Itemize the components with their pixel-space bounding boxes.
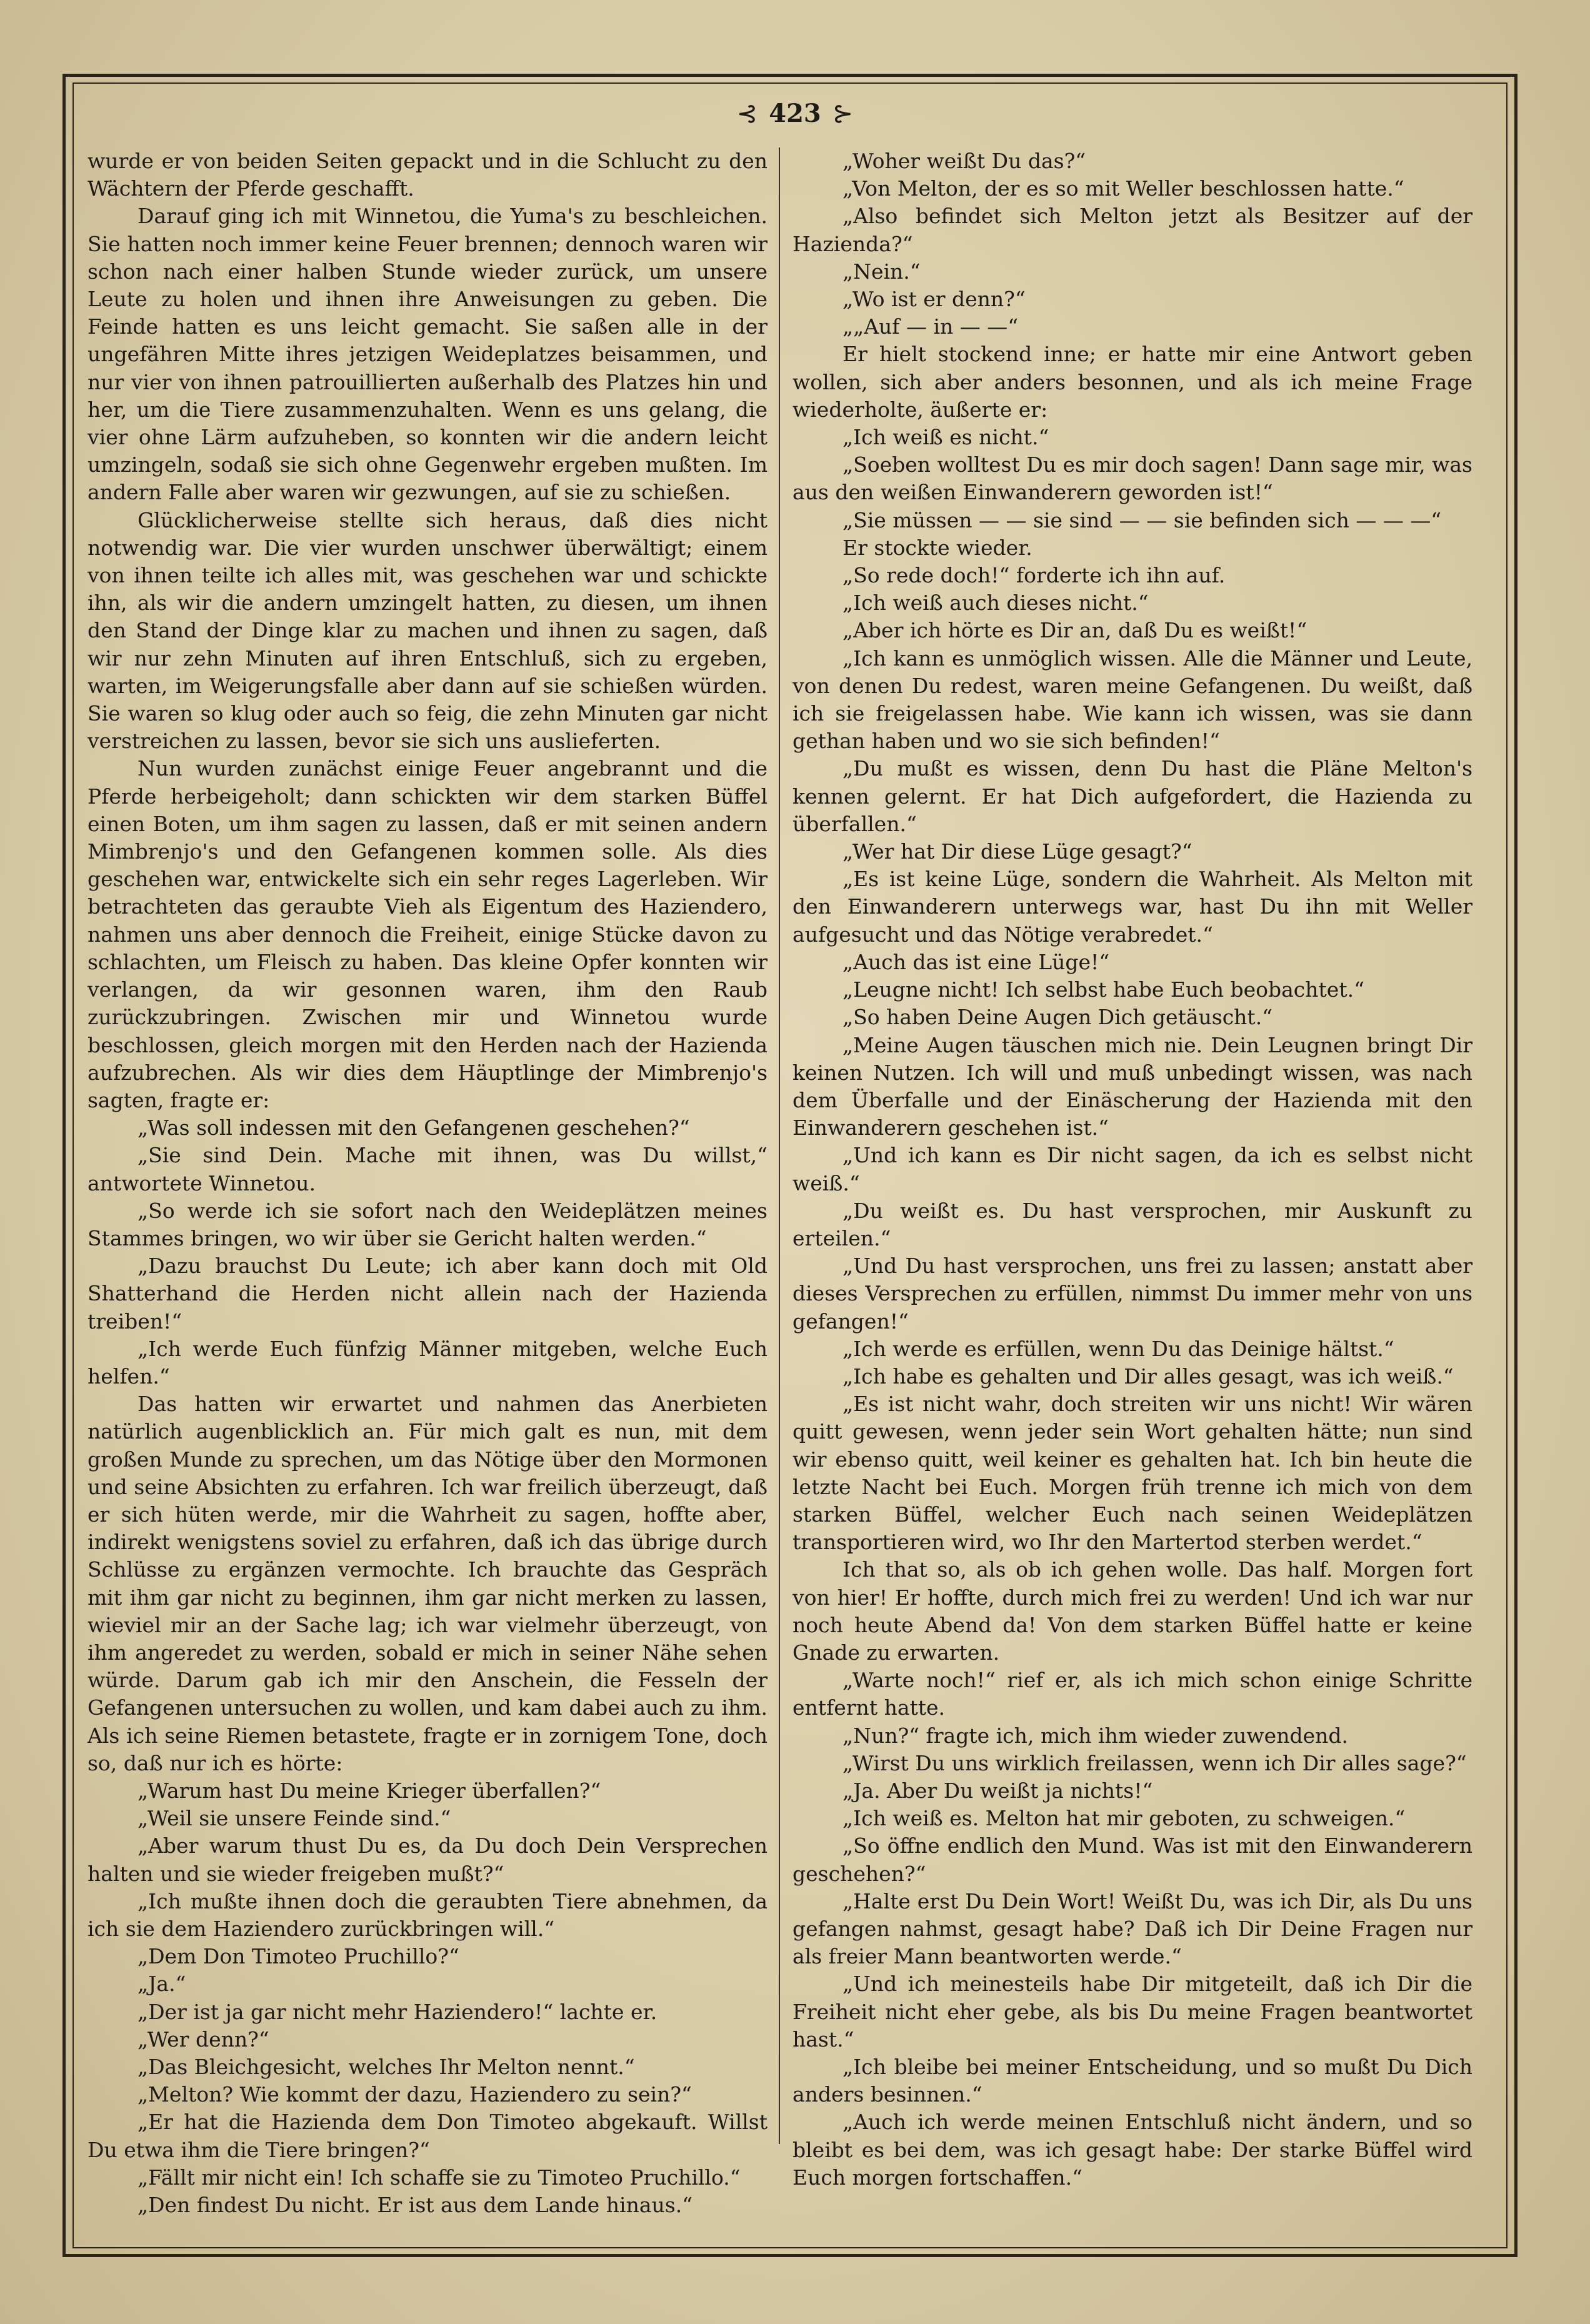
paragraph: „Dazu brauchst Du Leute; ich aber kann doch mit Old Shatterhand die Herden nicht allein nach der Hazienda treiben!“ — [88, 1254, 768, 1334]
paragraph: „Wer hat Dir diese Lüge gesagt?“ — [842, 839, 1192, 864]
paragraph: „So rede doch!“ forderte ich ihn auf. — [842, 563, 1226, 588]
paragraph: „Wo ist er denn?“ — [842, 287, 1026, 312]
paragraph: „Es ist nicht wahr, doch streiten wir uns nicht! Wir wären quitt gewesen, wenn jeder sein Wort gehalten hätte; nun sind wir ebenso quitt, weil keiner es gehalten hat. Ich bin heute die letzte Nacht bei Euch. Morgen früh trenne ich mich von dem starken Büffel, welcher Euch nach seinen Weideplätzen transportieren wird, wo Ihr den Martertod sterben werdet.“ — [792, 1392, 1472, 1555]
paragraph: „Halte erst Du Dein Wort! Weißt Du, was ich Dir, als Du uns gefangen nahmst, gesagt habe? Daß ich Dir Deine Fragen nur als freier Mann beantworten werde.“ — [792, 1888, 1472, 1969]
paragraph: „So haben Deine Augen Dich getäuscht.“ — [842, 1005, 1273, 1030]
paragraph: „„Auf — in — —“ — [842, 314, 1019, 339]
paragraph: Darauf ging ich mit Winnetou, die Yuma's zu beschleichen. Sie hatten noch immer keine Feuer brennen; dennoch waren wir schon nach einer halben Stunde wieder zurück, um unsere Leute zu holen und ihnen ihre Anweisungen zu geben. Die Feinde hatten es uns leicht gemacht. Sie saßen alle in der ungefähren Mitte ihres jetzigen Weideplatzes beisammen, und nur vier von ihnen patrouillierten außerhalb des Platzes hin und her, um die Tiere zusammenzuhalten. Wenn es uns gelang, die vier ohne Lärm aufzuheben, so konnten wir die andern leicht umzingeln, sodaß sie sich ohne Gegenwehr ergeben mußten. Im andern Falle aber waren wir gezwungen, auf sie zu schießen. — [88, 204, 768, 505]
paragraph: „Also befindet sich Melton jetzt als Besitzer auf der Hazienda?“ — [792, 204, 1472, 256]
paragraph: „Ich weiß auch dieses nicht.“ — [842, 591, 1149, 616]
paragraph: „So werde ich sie sofort nach den Weideplätzen meines Stammes bringen, wo wir über sie Gericht halten werden.“ — [88, 1198, 768, 1250]
paragraph: „Den findest Du nicht. Er ist aus dem Lande hinaus.“ — [138, 2193, 693, 2218]
paragraph: Ich that so, als ob ich gehen wolle. Das half. Morgen fort von hier! Er hoffte, durch mich frei zu werden! Und ich war nur noch heute Abend da! Von dem starken Büffel hatte er keine Gnade zu erwarten. — [792, 1557, 1472, 1665]
paragraph: „Aber ich hörte es Dir an, daß Du es weißt!“ — [842, 618, 1308, 643]
column-divider — [779, 147, 780, 2144]
paragraph: Er stockte wieder. — [842, 535, 1032, 560]
paragraph: „Ich habe es gehalten und Dir alles gesagt, was ich weiß.“ — [842, 1364, 1454, 1389]
paragraph: „Ich werde Euch fünfzig Männer mitgeben, welche Euch helfen.“ — [88, 1336, 768, 1389]
paragraph: „Meine Augen täuschen mich nie. Dein Leugnen bringt Dir keinen Nutzen. Ich will und muß unbedingt wissen, was nach dem Überfalle und der Einäscherung der Hazienda mit den Einwanderern geschehen ist.“ — [792, 1032, 1472, 1140]
paragraph: „Dem Don Timoteo Pruchillo?“ — [138, 1944, 459, 1969]
paragraph: „Fällt mir nicht ein! Ich schaffe sie zu Timoteo Pruchillo.“ — [138, 2165, 741, 2190]
paragraph: „Nun?“ fragte ich, mich ihm wieder zuwendend. — [842, 1723, 1348, 1748]
paragraph: „Du weißt es. Du hast versprochen, mir Auskunft zu erteilen.“ — [792, 1198, 1472, 1250]
right-column — [792, 147, 1472, 2192]
paragraph: „Ja.“ — [138, 1972, 186, 1997]
paragraph: „Ich weiß es. Melton hat mir geboten, zu schweigen.“ — [842, 1806, 1406, 1831]
paragraph: „Warte noch!“ rief er, als ich mich schon einige Schritte entfernt hatte. — [792, 1668, 1472, 1720]
paragraph: „Auch das ist eine Lüge!“ — [842, 949, 1110, 974]
paragraph: „Ich werde es erfüllen, wenn Du das Deinige hältst.“ — [842, 1336, 1394, 1361]
paragraph: „Von Melton, der es so mit Weller beschlossen hatte.“ — [842, 176, 1404, 201]
paragraph: „Warum hast Du meine Krieger überfallen?“ — [138, 1778, 601, 1803]
paragraph: „Wer denn?“ — [138, 2027, 269, 2052]
paragraph: „Leugne nicht! Ich selbst habe Euch beobachtet.“ — [842, 977, 1364, 1002]
paragraph: „Nein.“ — [842, 259, 921, 284]
paragraph: „Sie sind Dein. Mache mit ihnen, was Du willst,“ antwortete Winnetou. — [88, 1143, 768, 1195]
paragraph: „Woher weißt Du das?“ — [842, 149, 1086, 173]
paragraph: „Ich kann es unmöglich wissen. Alle die Männer und Leute, von denen Du redest, waren meine Gefangenen. Du weißt, daß ich sie freigelassen habe. Wie kann ich wissen, was sie dann gethan haben und wo sie sich befinden!“ — [792, 646, 1472, 754]
page-header — [0, 94, 1590, 134]
paragraph: „Das Bleichgesicht, welches Ihr Melton nennt.“ — [138, 2055, 635, 2080]
paragraph: „Du mußt es wissen, denn Du hast die Pläne Melton's kennen gelernt. Er hat Dich aufgefordert, die Hazienda zu überfallen.“ — [792, 756, 1472, 836]
paragraph: „Und ich meinesteils habe Dir mitgeteilt, daß ich Dir die Freiheit nicht eher gebe, als bis Du meine Fragen beantwortet hast.“ — [792, 1972, 1472, 2052]
paragraph: „Und Du hast versprochen, uns frei zu lassen; anstatt aber dieses Versprechen zu erfüllen, nimmst Du immer mehr von uns gefangen!“ — [792, 1254, 1472, 1334]
paragraph: „Aber warum thust Du es, da Du doch Dein Versprechen halten und sie wieder freigeben mußt?“ — [88, 1833, 768, 1886]
paragraph: Nun wurden zunächst einige Feuer angebrannt und die Pferde herbeigeholt; dann schickten wir dem starken Büffel einen Boten, um ihm sagen zu lassen, daß er mit seinen andern Mimbrenjo's und den Gefangenen kommen solle. Als dies geschehen war, entwickelte sich ein sehr reges Lagerleben. Wir betrachteten das geraubte Vieh als Eigentum des Haziendero, nahmen uns aber dennoch die Freiheit, einige Stücke davon zu schlachten, um Fleisch zu haben. Das kleine Opfer konnten wir verlangen, da wir gesonnen waren, ihm den Raub zurückzubringen. Zwischen mir und Winnetou wurde beschlossen, gleich morgen mit den Herden nach der Hazienda aufzubrechen. Als wir dies dem Häuptlinge der Mimbrenjo's sagten, fragte er: — [88, 756, 768, 1112]
ornament-left-icon: ⊰ — [736, 99, 758, 128]
paragraph: „Ich bleibe bei meiner Entscheidung, und so mußt Du Dich anders besinnen.“ — [792, 2055, 1472, 2107]
ornament-right-icon: ⊱ — [832, 99, 854, 128]
paragraph: „Was soll indessen mit den Gefangenen geschehen?“ — [138, 1115, 690, 1140]
paragraph: „Melton? Wie kommt der dazu, Haziendero zu sein?“ — [138, 2082, 692, 2107]
paragraph: „Auch ich werde meinen Entschluß nicht ändern, und so bleibt es bei dem, was ich gesagt habe: Der starke Büffel wird Euch morgen fortschaffen.“ — [792, 2110, 1472, 2190]
paragraph: „Sie müssen — — sie sind — — sie befinden sich — — —“ — [842, 507, 1442, 532]
paragraph: Er hielt stockend inne; er hatte mir eine Antwort geben wollen, sich aber anders besonnen, und als ich meine Frage wiederholte, äußerte er: — [792, 342, 1472, 422]
paragraph: „Weil sie unsere Feinde sind.“ — [138, 1806, 451, 1831]
paragraph: „Er hat die Hazienda dem Don Timoteo abgekauft. Willst Du etwa ihm die Tiere bringen?“ — [88, 2110, 768, 2162]
paragraph: „Wirst Du uns wirklich freilassen, wenn ich Dir alles sage?“ — [842, 1750, 1467, 1775]
paragraph: wurde er von beiden Seiten gepackt und in die Schlucht zu den Wächtern der Pferde geschafft. — [88, 149, 768, 201]
paragraph: „Soeben wolltest Du es mir doch sagen! Dann sage mir, was aus den weißen Einwanderern geworden ist!“ — [792, 452, 1472, 505]
page-number: 423 — [769, 99, 821, 128]
left-column — [88, 147, 768, 2219]
paragraph: „Und ich kann es Dir nicht sagen, da ich es selbst nicht weiß.“ — [792, 1143, 1472, 1195]
paragraph: „Ich weiß es nicht.“ — [842, 425, 1049, 450]
paragraph: „So öffne endlich den Mund. Was ist mit den Einwanderern geschehen?“ — [792, 1833, 1472, 1886]
paragraph: „Der ist ja gar nicht mehr Haziendero!“ lachte er. — [138, 1999, 658, 2024]
paragraph: „Es ist keine Lüge, sondern die Wahrheit. Als Melton mit den Einwanderern unterwegs war, hast Du ihn mit Weller aufgesucht und das Nötige verabredet.“ — [792, 867, 1472, 947]
paragraph: Das hatten wir erwartet und nahmen das Anerbieten natürlich augenblicklich an. Für mich galt es nun, mit dem großen Munde zu sprechen, um das Nötige über den Mormonen und seine Absichten zu erfahren. Ich war freilich überzeugt, daß er sich hüten werde, mir die Wahrheit zu sagen, hoffte aber, indirekt wenigstens soviel zu erfahren, daß ich das übrige durch Schlüsse zu ergänzen vermochte. Ich brauchte das Gespräch mit ihm gar nicht zu beginnen, ihm gar nicht merken zu lassen, wieviel mir an der Sache lag; ich war vielmehr überzeugt, von ihm angeredet zu werden, sobald er mich in seiner Nähe sehen würde. Darum gab ich mir den Anschein, die Fesseln der Gefangenen untersuchen zu wollen, und kam dabei auch zu ihm. Als ich seine Riemen betastete, fragte er in zornigem Tone, doch so, daß nur ich es hörte: — [88, 1392, 768, 1775]
paragraph: Glücklicherweise stellte sich heraus, daß dies nicht notwendig war. Die vier wurden unschwer überwältigt; einem von ihnen teilte ich alles mit, was geschehen war und schickte ihn, als wir die andern umzingelt hatten, zu diesen, um ihnen den Stand der Dinge klar zu machen und ihnen zu sagen, daß wir nur zehn Minuten auf ihren Entschluß, sich zu ergeben, warten, im Weigerungsfalle aber dann auf sie schießen würden. Sie waren so klug oder auch so feig, die zehn Minuten gar nicht verstreichen zu lassen, bevor sie sich uns auslieferten. — [88, 507, 768, 754]
paragraph: „Ja. Aber Du weißt ja nichts!“ — [842, 1778, 1153, 1803]
paragraph: „Ich mußte ihnen doch die geraubten Tiere abnehmen, da ich sie dem Haziendero zurückbringen will.“ — [88, 1888, 768, 1941]
